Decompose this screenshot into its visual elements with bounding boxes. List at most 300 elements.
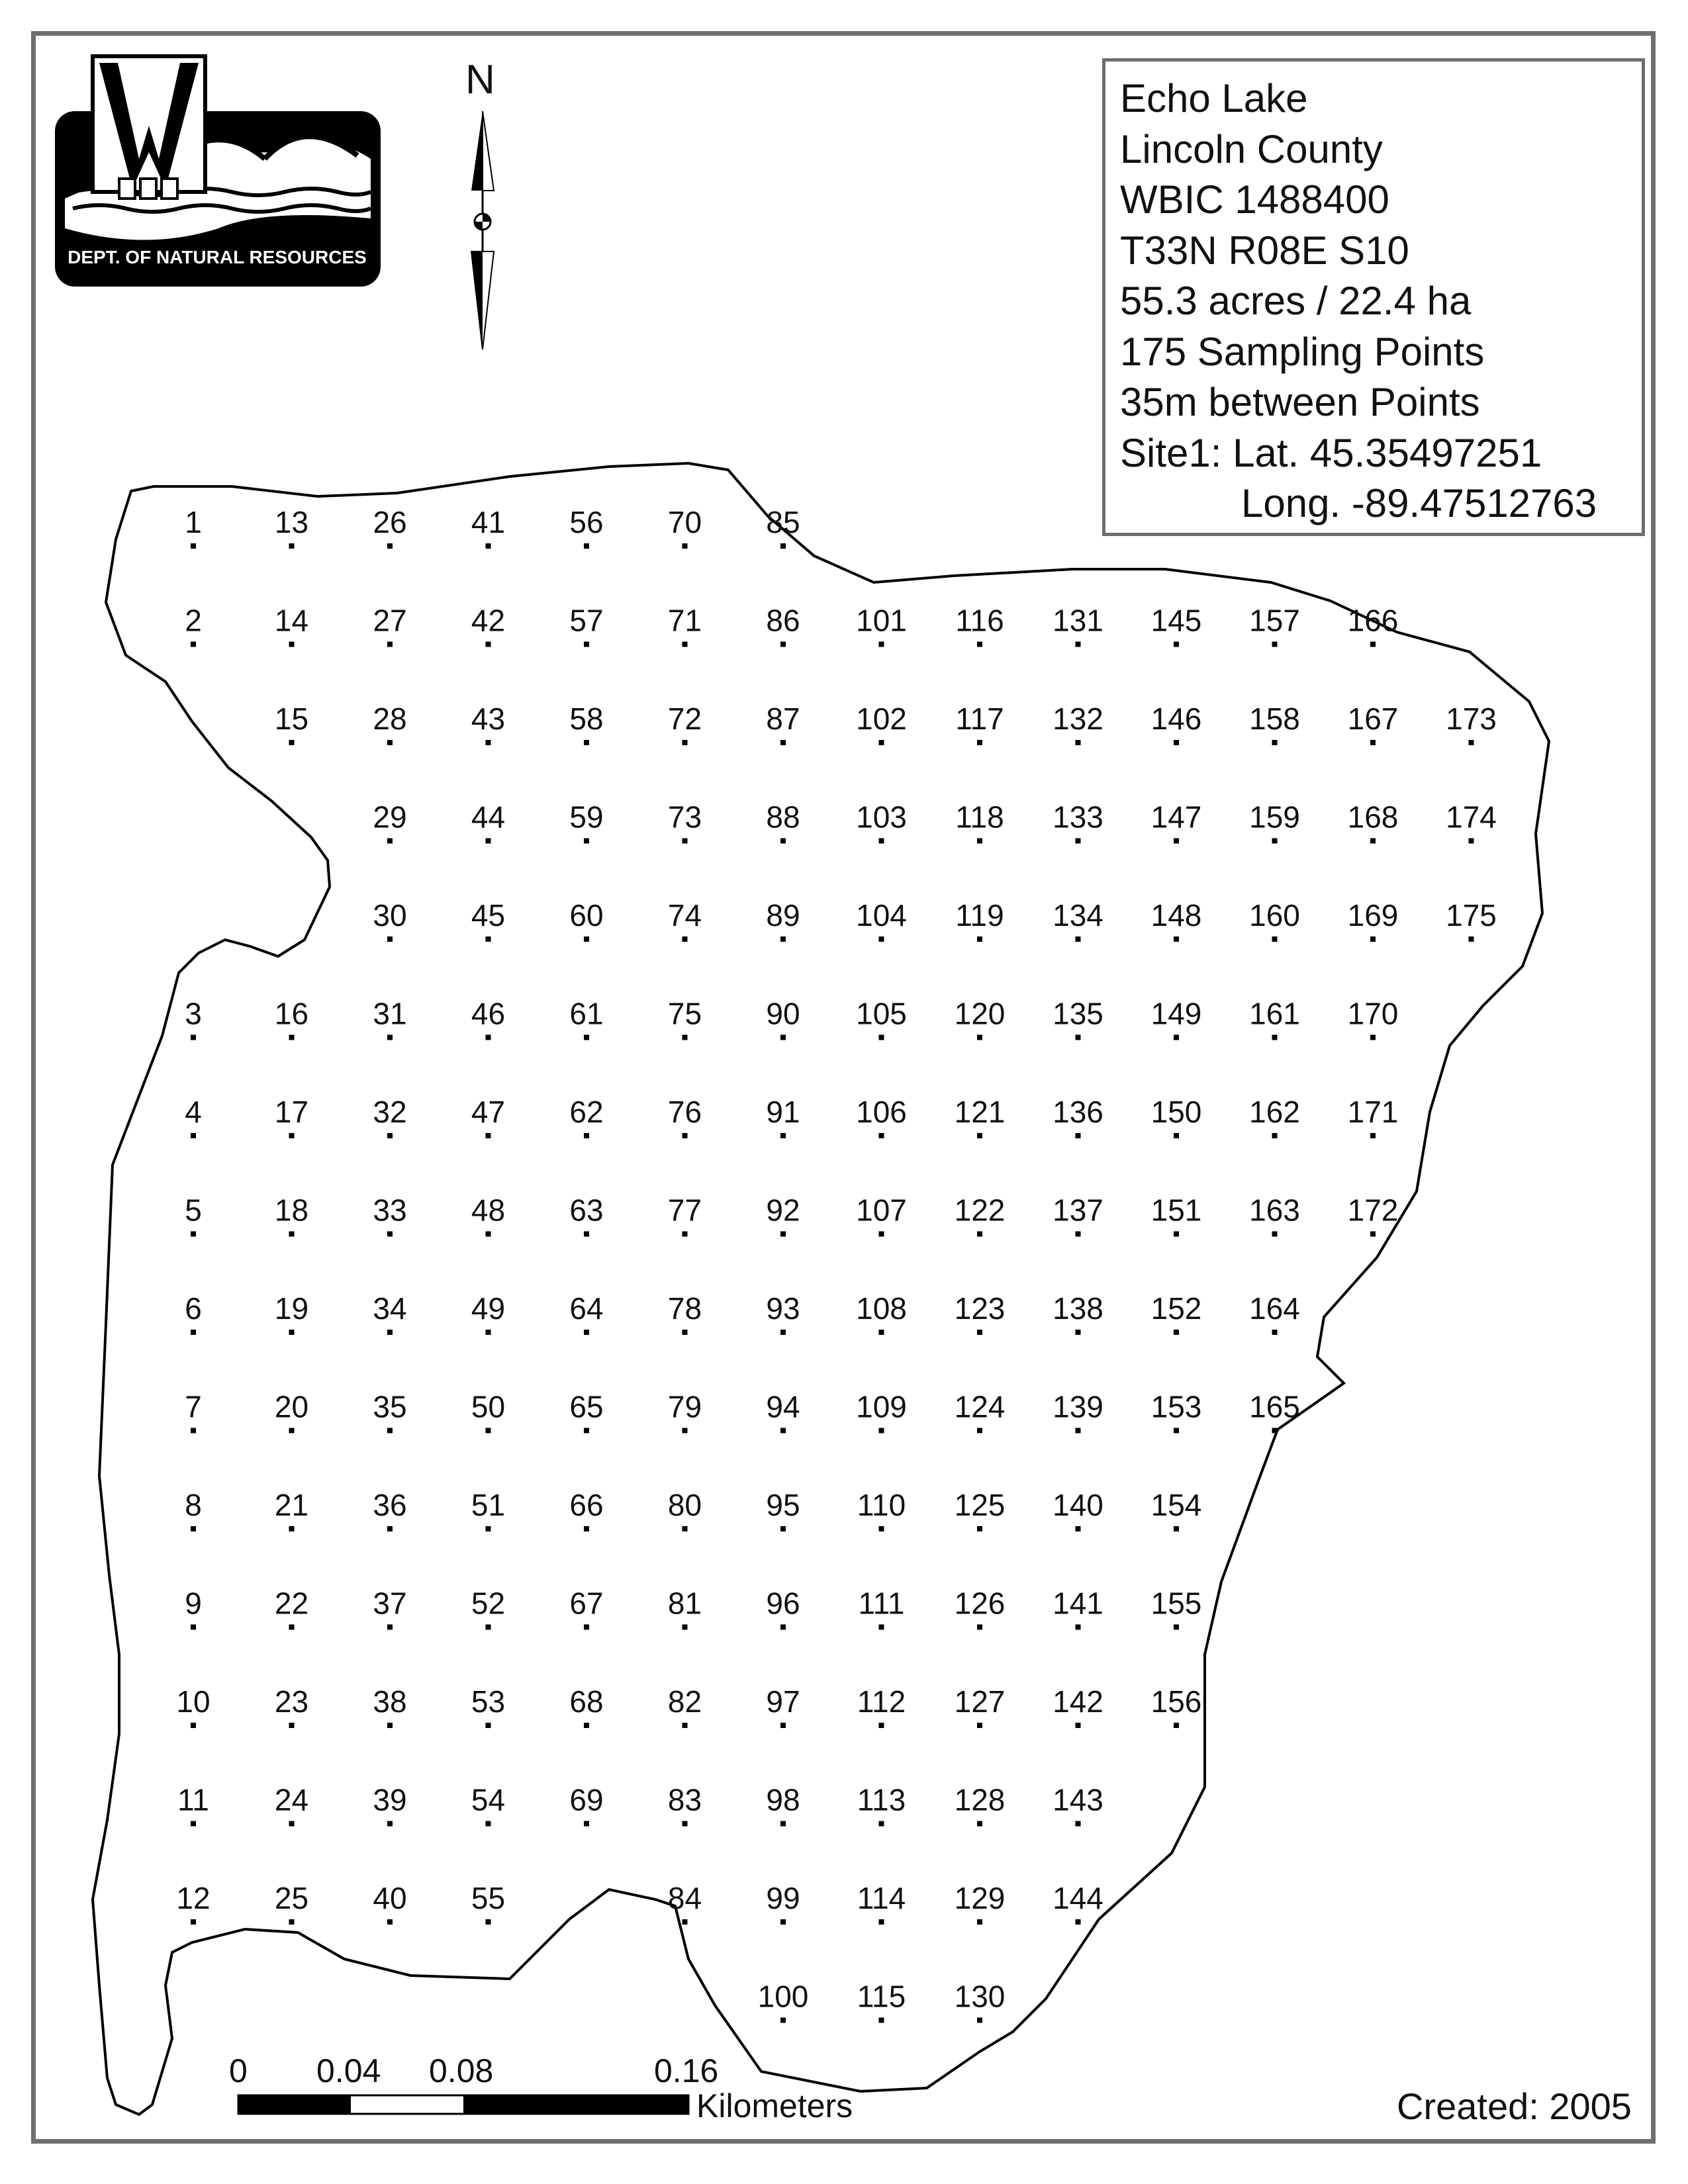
sampling-point-label: 108 (856, 1291, 907, 1326)
sampling-point-marker (584, 1625, 589, 1630)
sampling-point (569, 1193, 603, 1237)
sampling-point-marker (191, 1723, 196, 1728)
sampling-point-label: 60 (569, 898, 604, 933)
sampling-point-label: 2 (185, 603, 202, 638)
sampling-point (185, 604, 202, 647)
sampling-point (185, 1488, 202, 1531)
sampling-point (471, 1488, 505, 1531)
sampling-point (275, 1881, 308, 1925)
scale-label-008: 0.08 (429, 2052, 494, 2089)
sampling-point-label: 62 (569, 1095, 604, 1129)
sampling-point (185, 1193, 202, 1237)
sampling-point-marker (289, 1526, 295, 1531)
sampling-point-marker (879, 1232, 884, 1237)
sampling-point (668, 1193, 702, 1237)
sampling-point (471, 505, 505, 549)
sampling-point-marker (289, 1821, 295, 1827)
sampling-point (1053, 1684, 1103, 1728)
sampling-point-marker (191, 1133, 196, 1138)
sampling-point (275, 1390, 308, 1433)
sampling-point (185, 1586, 202, 1630)
sampling-point-label: 58 (569, 702, 604, 736)
sampling-point (668, 800, 702, 844)
sampling-point-marker (1370, 936, 1376, 942)
sampling-point-label: 127 (954, 1684, 1006, 1719)
sampling-point-label: 124 (954, 1389, 1006, 1424)
sampling-point (373, 1193, 406, 1237)
sampling-point-marker (1370, 740, 1376, 745)
sampling-point-marker (191, 1625, 196, 1630)
sampling-point (668, 1488, 702, 1531)
county-name: Lincoln County (1120, 126, 1383, 171)
sampling-point-label: 50 (471, 1389, 506, 1424)
sampling-point-label: 93 (766, 1291, 800, 1326)
sampling-point-label: 140 (1053, 1488, 1103, 1522)
sampling-point-label: 160 (1249, 898, 1300, 933)
sampling-point-label: 164 (1249, 1291, 1300, 1326)
sampling-point-marker (584, 1330, 589, 1335)
point-spacing: 35m between Points (1120, 380, 1480, 424)
sampling-point-marker (1370, 1035, 1376, 1040)
sampling-point (569, 604, 603, 647)
sampling-point (668, 702, 702, 745)
sampling-point (766, 505, 800, 549)
sampling-point-marker (977, 1428, 982, 1433)
sampling-point (471, 1291, 505, 1335)
sampling-point (275, 1684, 308, 1728)
sampling-point-label: 76 (667, 1095, 702, 1129)
sampling-point (857, 1979, 906, 2023)
sampling-point-label: 106 (856, 1095, 907, 1129)
sampling-point (955, 1881, 1006, 1925)
sampling-point-marker (1076, 1625, 1081, 1630)
sampling-point (1053, 997, 1103, 1040)
sampling-point-marker (780, 1133, 786, 1138)
sampling-point-label: 69 (569, 1782, 604, 1817)
sampling-point-label: 46 (471, 996, 506, 1031)
logo-line-2: DEPT. OF NATURAL RESOURCES (68, 247, 367, 267)
sampling-point (1151, 1390, 1202, 1433)
lake-info-box (1102, 58, 1645, 536)
sampling-point-marker (1076, 740, 1081, 745)
sampling-point (1151, 800, 1202, 844)
sampling-point-label: 30 (373, 898, 407, 933)
sampling-point-label: 44 (471, 799, 506, 835)
sampling-point-marker (1272, 1035, 1278, 1040)
sampling-point-label: 107 (856, 1193, 907, 1228)
sampling-point-label: 38 (373, 1684, 407, 1719)
sampling-point-label: 23 (274, 1684, 309, 1719)
sampling-point-marker (191, 1330, 196, 1335)
sampling-point (1249, 1095, 1300, 1138)
sampling-point-label: 80 (667, 1488, 702, 1522)
sampling-point-marker (682, 936, 688, 942)
sampling-point-label: 79 (667, 1389, 702, 1424)
sampling-point-marker (1174, 1035, 1179, 1040)
sampling-point (1249, 604, 1300, 647)
sampling-point-marker (780, 1526, 786, 1531)
sampling-point-marker (879, 740, 884, 745)
sampling-point-label: 154 (1150, 1488, 1202, 1522)
sampling-point-marker (879, 1428, 884, 1433)
sampling-point-label: 55 (471, 1881, 506, 1915)
sampling-point (856, 997, 907, 1040)
sampling-point (766, 1095, 800, 1138)
sampling-point-label: 120 (954, 996, 1006, 1031)
sampling-point-marker (486, 543, 491, 549)
sampling-point-label: 159 (1249, 799, 1300, 835)
sampling-point (668, 1291, 702, 1335)
sampling-point-label: 167 (1347, 702, 1399, 736)
sampling-point (1249, 997, 1300, 1040)
sampling-point-label: 29 (373, 799, 407, 835)
sampling-point-marker (1469, 936, 1474, 942)
sampling-point-label: 34 (373, 1291, 407, 1326)
sampling-point-marker (879, 1723, 884, 1728)
sampling-point (1446, 800, 1497, 844)
sampling-point (1151, 702, 1202, 745)
sampling-point (955, 1291, 1006, 1335)
sampling-point-label: 61 (569, 996, 604, 1031)
sampling-point-marker (387, 740, 393, 745)
sampling-point (569, 1095, 603, 1138)
sampling-point (758, 1979, 809, 2023)
sampling-point (471, 800, 505, 844)
sampling-point (1348, 800, 1399, 844)
sampling-point (1151, 1684, 1202, 1728)
sampling-point-marker (780, 1330, 786, 1335)
sampling-point-label: 131 (1053, 603, 1103, 638)
sampling-point-marker (977, 642, 982, 647)
sampling-point (569, 898, 603, 942)
sampling-point (1053, 1095, 1103, 1138)
sampling-point (1446, 898, 1497, 942)
sampling-point (471, 1586, 505, 1630)
sampling-point-marker (1272, 642, 1278, 647)
sampling-point (373, 505, 406, 549)
sampling-point (373, 604, 406, 647)
sampling-point-label: 144 (1053, 1881, 1103, 1915)
sampling-point (955, 1684, 1006, 1728)
sampling-point (1446, 702, 1497, 745)
sampling-point (1151, 1291, 1202, 1335)
sampling-point-label: 86 (766, 603, 800, 638)
sampling-point-marker (977, 839, 982, 844)
logo-line-1: WISCONSIN (99, 218, 199, 238)
sampling-point-marker (879, 1919, 884, 1925)
sampling-point (373, 1586, 406, 1630)
sampling-point-label: 95 (766, 1488, 800, 1522)
sampling-point-marker (1174, 740, 1179, 745)
sampling-point (471, 604, 505, 647)
sampling-point-marker (1272, 1428, 1278, 1433)
sampling-point-marker (977, 1526, 982, 1531)
sampling-point-label: 52 (471, 1586, 506, 1621)
sampling-point (856, 1390, 907, 1433)
sampling-point-label: 5 (185, 1193, 202, 1228)
sampling-point-marker (289, 1625, 295, 1630)
sampling-point-marker (1076, 1035, 1081, 1040)
sampling-point (955, 604, 1004, 647)
sampling-point (1151, 1488, 1202, 1531)
sampling-point (668, 1095, 702, 1138)
township-range-section: T33N R08E S10 (1120, 228, 1409, 273)
sampling-point (1151, 997, 1202, 1040)
sampling-point-label: 133 (1053, 799, 1103, 835)
sampling-point-marker (1272, 1133, 1278, 1138)
sampling-point-marker (682, 1919, 688, 1925)
sampling-point-marker (387, 1035, 393, 1040)
sampling-point-marker (387, 1232, 393, 1237)
sampling-point (1053, 800, 1103, 844)
sampling-point (185, 997, 202, 1040)
sampling-point (766, 1881, 800, 1925)
sampling-point (668, 1586, 702, 1630)
sampling-point-label: 138 (1053, 1291, 1103, 1326)
sampling-point-marker (780, 936, 786, 942)
sampling-point-marker (584, 1232, 589, 1237)
sampling-point-label: 141 (1053, 1586, 1103, 1621)
sampling-point (569, 702, 603, 745)
sampling-point-marker (1272, 740, 1278, 745)
sampling-point (1053, 1390, 1103, 1433)
sampling-point-label: 9 (185, 1586, 202, 1621)
sampling-point (1151, 1586, 1202, 1630)
created-date: Created: 2005 (1397, 2085, 1632, 2127)
sampling-point (1053, 1291, 1103, 1335)
sampling-point-label: 26 (373, 505, 407, 539)
sampling-point-label: 4 (185, 1095, 202, 1129)
sampling-point (373, 898, 406, 942)
sampling-point-label: 81 (667, 1586, 702, 1621)
sampling-point-label: 112 (857, 1684, 906, 1719)
sampling-point-label: 109 (856, 1389, 907, 1424)
sampling-point (275, 604, 308, 647)
sampling-point (1249, 1193, 1300, 1237)
sampling-point-label: 94 (766, 1389, 800, 1424)
sampling-point-label: 67 (569, 1586, 604, 1621)
sampling-point-label: 85 (766, 505, 800, 539)
sampling-point (176, 1881, 210, 1925)
sampling-point (373, 1881, 406, 1925)
sampling-point-marker (682, 543, 688, 549)
sampling-point-marker (977, 1232, 982, 1237)
sampling-point (373, 1684, 406, 1728)
sampling-point (668, 1390, 702, 1433)
sampling-point-marker (879, 642, 884, 647)
sampling-point (1249, 1390, 1300, 1433)
sampling-point-label: 71 (667, 603, 702, 638)
sampling-point (766, 1488, 800, 1531)
sampling-point (275, 1586, 308, 1630)
sampling-point (1348, 1193, 1399, 1237)
sampling-point (185, 1291, 202, 1335)
sampling-point-marker (879, 1821, 884, 1827)
sampling-point-marker (1469, 740, 1474, 745)
sampling-point-label: 64 (569, 1291, 604, 1326)
sampling-point (275, 997, 308, 1040)
sampling-point-label: 78 (667, 1291, 702, 1326)
sampling-point (856, 702, 907, 745)
sampling-point (373, 997, 406, 1040)
sampling-point-marker (1076, 936, 1081, 942)
sampling-point-label: 172 (1347, 1193, 1399, 1228)
sampling-point-marker (682, 1232, 688, 1237)
sampling-point (955, 1193, 1006, 1237)
sampling-point-marker (387, 1821, 393, 1827)
sampling-point-label: 102 (856, 702, 907, 736)
sampling-point-label: 41 (471, 505, 506, 539)
sampling-point-marker (1076, 1723, 1081, 1728)
sampling-point-label: 6 (185, 1291, 202, 1326)
sampling-point (373, 1488, 406, 1531)
sampling-point-label: 84 (667, 1881, 702, 1915)
sampling-point (1053, 1488, 1103, 1531)
sampling-point-marker (1370, 1232, 1376, 1237)
sampling-point-marker (387, 1133, 393, 1138)
sampling-point-marker (486, 1428, 491, 1433)
sampling-point (373, 1291, 406, 1335)
sampling-point-marker (780, 543, 786, 549)
sampling-point (569, 997, 603, 1040)
sampling-point-label: 54 (471, 1782, 506, 1817)
sampling-point-label: 12 (176, 1881, 211, 1915)
sampling-point-marker (682, 642, 688, 647)
sampling-point-marker (977, 1035, 982, 1040)
sampling-point-label: 97 (766, 1684, 800, 1719)
sampling-point-marker (1076, 1133, 1081, 1138)
sampling-point-marker (879, 839, 884, 844)
sampling-point-label: 174 (1446, 799, 1497, 835)
sampling-point-marker (780, 1723, 786, 1728)
sampling-point-label: 142 (1053, 1684, 1103, 1719)
sampling-point-marker (486, 1330, 491, 1335)
sampling-point-marker (584, 839, 589, 844)
sampling-point-label: 162 (1249, 1095, 1300, 1129)
sampling-point (766, 1586, 800, 1630)
sampling-point-marker (289, 543, 295, 549)
sampling-point-marker (387, 1625, 393, 1630)
sampling-point-label: 11 (177, 1782, 209, 1817)
sampling-point-marker (289, 642, 295, 647)
sampling-point (1249, 702, 1300, 745)
sampling-point-label: 99 (766, 1881, 800, 1915)
sampling-point-marker (584, 936, 589, 942)
sampling-point-marker (387, 1723, 393, 1728)
sampling-point (766, 1390, 800, 1433)
sampling-point-marker (682, 1428, 688, 1433)
sampling-point-marker (289, 1232, 295, 1237)
sampling-point-label: 88 (766, 799, 800, 835)
sampling-point-label: 43 (471, 702, 506, 736)
sampling-point-marker (977, 740, 982, 745)
sampling-point-label: 16 (274, 996, 309, 1031)
sampling-point-marker (977, 1919, 982, 1925)
sampling-point-marker (1370, 1133, 1376, 1138)
sampling-point-label: 10 (176, 1684, 211, 1719)
sampling-point-label: 91 (766, 1095, 800, 1129)
sampling-point-label: 53 (471, 1684, 506, 1719)
sampling-point-label: 57 (569, 603, 604, 638)
sampling-point-label: 171 (1347, 1095, 1399, 1129)
sampling-point-label: 59 (569, 799, 604, 835)
sampling-point-label: 170 (1347, 996, 1399, 1031)
sampling-point-marker (780, 1232, 786, 1237)
sampling-point (766, 800, 800, 844)
sampling-point (569, 505, 603, 549)
sampling-point-marker (387, 936, 393, 942)
sampling-point (471, 1783, 505, 1827)
sampling-point-label: 22 (274, 1586, 309, 1621)
sampling-point-marker (780, 1625, 786, 1630)
scale-unit-label: Kilometers (696, 2087, 853, 2124)
sampling-point-marker (780, 642, 786, 647)
sampling-point-marker (780, 1428, 786, 1433)
sampling-point-marker (780, 1821, 786, 1827)
sampling-point-marker (486, 1625, 491, 1630)
sampling-point (856, 800, 907, 844)
sampling-point-marker (879, 936, 884, 942)
sampling-point-marker (191, 1821, 196, 1827)
sampling-point-marker (584, 1133, 589, 1138)
sampling-point-count: 175 Sampling Points (1120, 329, 1485, 374)
sampling-point-marker (387, 1428, 393, 1433)
sampling-point-label: 65 (569, 1389, 604, 1424)
sampling-point-marker (977, 1625, 982, 1630)
sampling-point-label: 17 (274, 1095, 309, 1129)
sampling-point-label: 89 (766, 898, 800, 933)
sampling-point-label: 116 (955, 603, 1004, 638)
sampling-point-marker (486, 1821, 491, 1827)
sampling-point (955, 702, 1004, 745)
sampling-point-marker (387, 839, 393, 844)
sampling-point-label: 115 (857, 1979, 906, 2014)
sampling-point-marker (682, 1723, 688, 1728)
sampling-point-marker (1076, 1526, 1081, 1531)
sampling-point (856, 1193, 907, 1237)
sampling-point (185, 1390, 202, 1433)
sampling-point (955, 1979, 1006, 2023)
sampling-point-marker (879, 2018, 884, 2023)
lake-area: 55.3 acres / 22.4 ha (1120, 279, 1472, 323)
sampling-point-label: 20 (274, 1389, 309, 1424)
sampling-point-label: 74 (667, 898, 702, 933)
sampling-point-marker (584, 1428, 589, 1433)
sampling-point-label: 145 (1150, 603, 1202, 638)
sampling-point-label: 155 (1150, 1586, 1202, 1621)
sampling-point (275, 1095, 308, 1138)
sampling-point (857, 1684, 906, 1728)
sampling-point-label: 161 (1249, 996, 1300, 1031)
sampling-point-label: 150 (1150, 1095, 1202, 1129)
sampling-point-label: 175 (1446, 898, 1497, 933)
sampling-point-marker (682, 1821, 688, 1827)
sampling-point-marker (387, 543, 393, 549)
sampling-point (471, 997, 505, 1040)
sampling-point (569, 1488, 603, 1531)
sampling-point-marker (1272, 1330, 1278, 1335)
sampling-point-marker (1174, 936, 1179, 942)
sampling-point (1348, 702, 1399, 745)
sampling-point-label: 129 (954, 1881, 1006, 1915)
sampling-point (185, 1095, 202, 1138)
sampling-point-label: 118 (955, 799, 1004, 835)
sampling-point-marker (1370, 642, 1376, 647)
sampling-point-label: 31 (373, 996, 407, 1031)
sampling-point-label: 126 (954, 1586, 1006, 1621)
sampling-point-marker (780, 740, 786, 745)
sampling-point-marker (486, 1526, 491, 1531)
